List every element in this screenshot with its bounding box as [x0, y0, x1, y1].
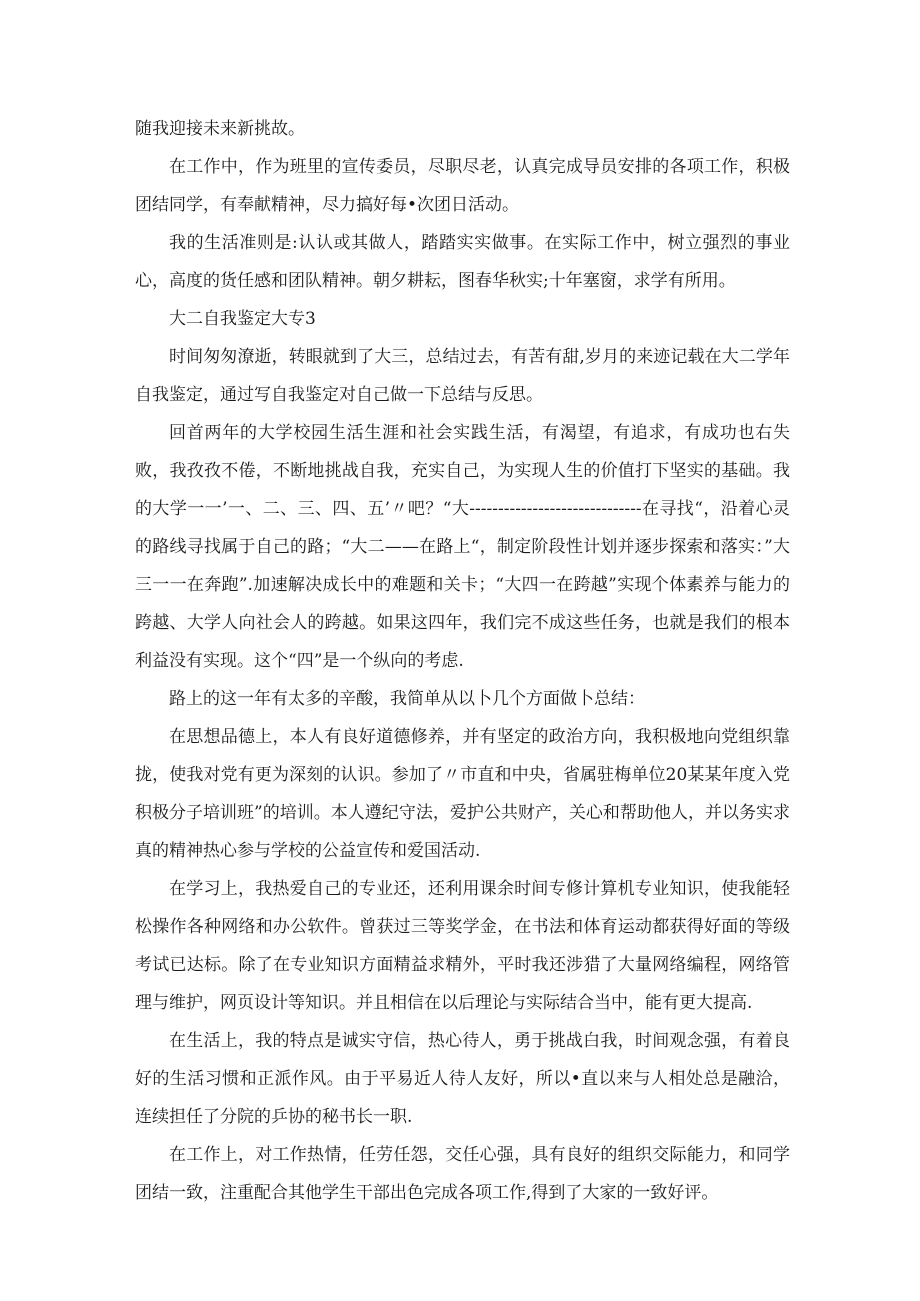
section-heading: 大二自我鉴定大专3: [169, 309, 316, 329]
paragraph-9: 在生活上，我的特点是诚实守信，热心待人，勇于挑战白我，时间观念强，有着良好的生活习惯和正派作风。由于平易近人待人友好，所以•直以来与人相处总是融洽，连续担任了分院的乒协的秘书长一职.: [135, 1031, 790, 1127]
paragraph-1: 随我迎接未来新挑故。: [135, 119, 305, 139]
paragraph-3: 我的生活准则是:认认或其做人，踏踏实实做事。在实际工作中，树立强烈的事业心，高度的货任感和团队精神。朝夕耕耘，图春华秋实;十年塞窗，求学有所用。: [135, 233, 790, 291]
document-body: [135, 110, 790, 1212]
paragraph-4: 时间匆匆潦逝，转眼就到了大三，总结过去，有苦有甜,岁月的来迹记载在大二学年自我鉴定，通过写自我鉴定对自己做一下总结与反思。: [135, 347, 790, 405]
paragraph-5: 回首两年的大学校园生活生涯和社会实践生活，有渴望，有追求，有成功也右失败，我孜孜不倦，不断地挑战自我，充实自己，为实现人生的价值打下坚实的基础。我的大学一一’一、二、三、四、五’〃吧？“大------------------------------在寻找“，沿着心灵的路线寻找属于自己的路；“大二——在路上“，制定阶段性计划并逐步探索和落实：”大三一一在奔跑”.加速解决成长中的难题和关卡；“大四一在跨越”实现个体素养与能力的跨越、大学人向社会人的跨越。如果这四年，我们完不成这些任务，也就是我们的根本利益没有实现。这个“四”是一个纵向的考虑.: [135, 423, 790, 671]
paragraph-6: 路上的这一年有太多的辛酸，我简单从以卜几个方面做卜总结：: [169, 689, 645, 709]
paragraph-10: 在工作上，对工作热情，任劳任怨，交任心强，具有良好的组织交际能力，和同学团结一致，注重配合其他学生干部出色完成各项工作,得到了大家的一致好评。: [135, 1145, 790, 1203]
paragraph-8: 在学习上，我热爱自己的专业还，还利用课余时间专修计算机专业知识，使我能轻松操作各种网络和办公软件。曾获过三等奖学金，在书法和体育运动都获得好面的等级考试已达标。除了在专业知识方面精益求精外，平时我还涉猎了大量网络编程，网络管理与维护，网页设计等知识。并且相信在以后理论与实际结合当中，能有更大提高.: [135, 879, 790, 1013]
paragraph-2: 在工作中，作为班里的宣传委员，尽职尽老，认真完成导员安排的各项工作，积极团结同学，有奉献精神，尽力搞好每•次团日活动。: [135, 157, 790, 215]
paragraph-7: 在思想品德上，本人有良好道德修养，并有坚定的政治方向，我积极地向党组织靠拢，使我对党有更为深刻的认识。参加了〃市直和中央，省属驻梅单位20某某年度入党积极分子培训班”的培训。本人遵纪守法，爱护公共财产，关心和帮助他人，并以务实求真的精神热心参与学校的公益宣传和爱国活动.: [135, 727, 790, 861]
